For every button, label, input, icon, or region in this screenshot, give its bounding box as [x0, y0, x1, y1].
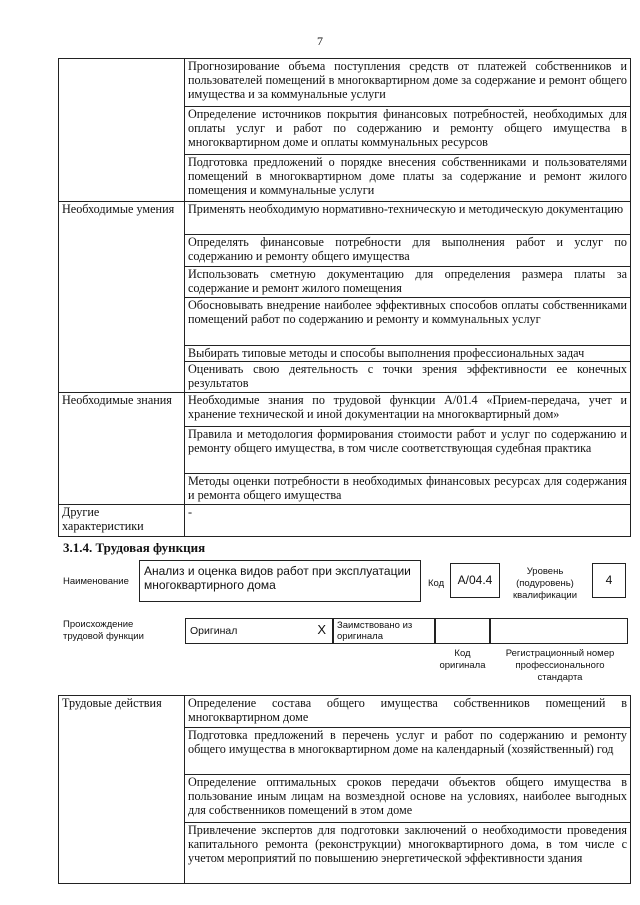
reg-number-label-1: Регистрационный номер [505, 648, 615, 659]
origin-label-1: Происхождение [63, 619, 134, 630]
page-number: 7 [317, 34, 323, 48]
table-cell: Подготовка предложений о порядке внесения собственниками и пользователями помещений в многоквартирном доме платы за содержание и ремонт жилого помещения и коммунальные услуги [185, 155, 631, 202]
table-cell: Использовать сметную документацию для определения размера платы за содержание и ремонт жилого помещения [185, 267, 631, 298]
label-other: Другие характеристики [59, 505, 185, 537]
reg-number-label-3: стандарта [537, 672, 583, 683]
function-name: Анализ и оценка видов работ при эксплуатации многоквартирного дома [139, 560, 421, 602]
name-label: Наименование [63, 576, 129, 587]
table-cell: Обосновывать внедрение наиболее эффективных способов оплаты собственниками помещений работ по содержанию и ремонту и коммунальных услуг [185, 298, 631, 346]
original-mark: X [317, 622, 326, 637]
label-labor-actions: Трудовые действия [59, 696, 185, 884]
table-cell: Правила и методология формирования стоимости работ и услуг по содержанию и ремонту общего имущества, в том числе соответствующая судебная практика [185, 427, 631, 474]
level-label-3: квалификации [512, 590, 578, 601]
labor-actions-table [58, 695, 631, 884]
table-cell: - [185, 505, 631, 537]
borrowed-label: Заимствовано из оригинала [333, 618, 435, 644]
origin-label-2: трудовой функции [63, 631, 144, 642]
reg-number-box [490, 618, 628, 644]
table-cell: Прогнозирование объема поступления средств от платежей собственников и пользователей помещений в многоквартирном доме за содержание и ремонт общего имущества и за коммунальные услуги [185, 59, 631, 107]
level-label-2: (подуровень) [516, 578, 574, 589]
table-cell: Необходимые знания по трудовой функции А/01.4 «Прием-передача, учет и хранение технической и иной документации на многоквартирный дом» [185, 393, 631, 427]
table-cell: Выбирать типовые методы и способы выполнения профессиональных задач [185, 346, 631, 362]
table-cell: Определение состава общего имущества собственников помещений в многоквартирном доме [185, 696, 631, 728]
table-cell: Оценивать свою деятельность с точки зрения эффективности ее конечных результатов [185, 362, 631, 393]
level-value: 4 [592, 563, 626, 598]
code-original-label-2: оригинала [439, 660, 486, 671]
table-cell: Подготовка предложений в перечень услуг и работ по содержанию и ремонту общего имущества в многоквартирном доме на календарный (хозяйственный) год [185, 728, 631, 775]
table-cell: Привлечение экспертов для подготовки заключений о необходимости проведения капитального ремонта (реконструкции) многоквартирного дома, в том числе с учетом мероприятий по повышению энергетической эффективности здания [185, 823, 631, 884]
competency-table [58, 58, 631, 537]
label-skills: Необходимые умения [59, 202, 185, 393]
level-label-1: Уровень [526, 566, 564, 577]
table-cell: Методы оценки потребности в необходимых финансовых ресурсах для содержания и ремонта общего имущества [185, 474, 631, 505]
table-cell: Применять необходимую нормативно-техническую и методическую документацию [185, 202, 631, 235]
original-box [185, 618, 333, 644]
section-title: 3.1.4. Трудовая функция [63, 540, 206, 555]
table-cell: Определять финансовые потребности для выполнения работ и услуг по содержанию и ремонту общего имущества [185, 235, 631, 267]
reg-number-label-2: профессионального [515, 660, 605, 671]
original-label: Оригинал [190, 625, 238, 637]
label-cell-empty [59, 59, 185, 202]
code-label: Код [428, 578, 445, 589]
label-knowledge: Необходимые знания [59, 393, 185, 505]
code-original-box [435, 618, 490, 644]
code-value: А/04.4 [450, 563, 500, 598]
code-original-label-1: Код [454, 648, 471, 659]
table-cell: Определение источников покрытия финансовых потребностей, необходимых для оплаты услуг и работ по содержанию и ремонту общего имущества в многоквартирном доме и оплаты коммунальных ресурсов [185, 107, 631, 155]
table-cell: Определение оптимальных сроков передачи объектов общего имущества в пользование иным лицам на возмездной основе на условиях, наиболее выгодных для собственников помещений в этом доме [185, 775, 631, 823]
